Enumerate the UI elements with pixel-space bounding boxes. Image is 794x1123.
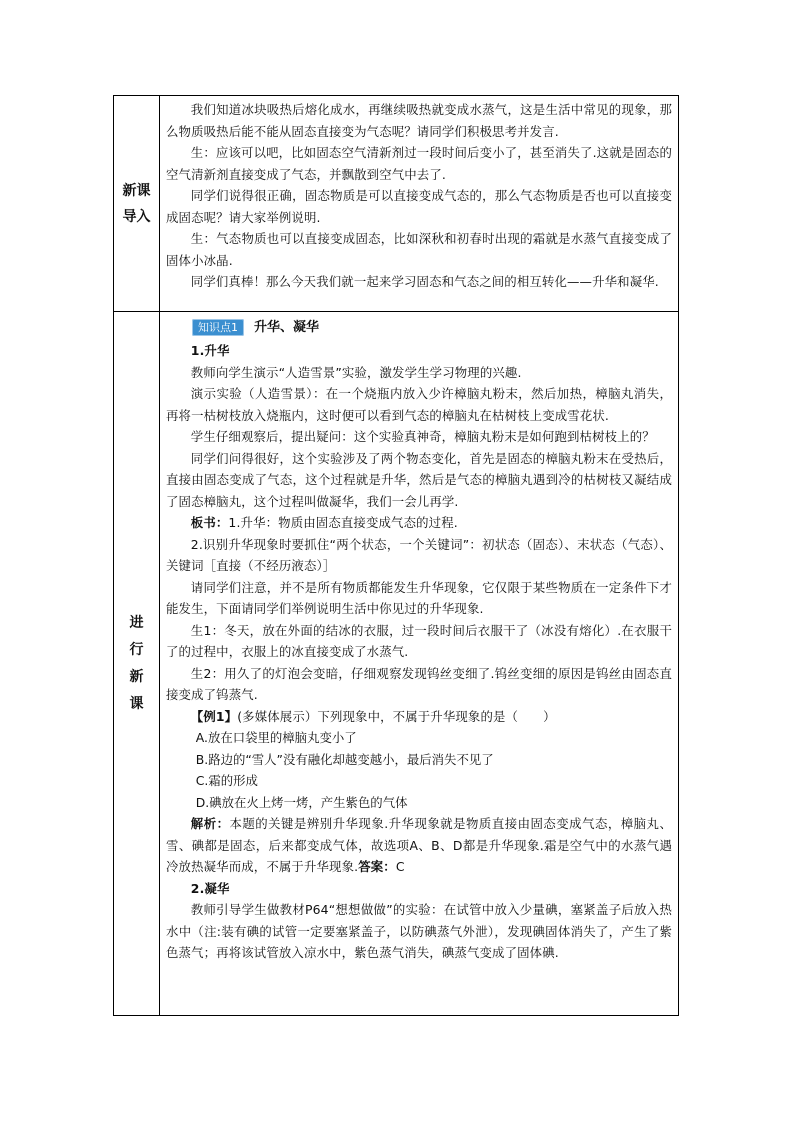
knowledge-point-heading <box>166 315 672 340</box>
section-title-deposition: 2.凝华 <box>190 880 230 896</box>
answer-text: C <box>395 859 405 874</box>
answer-label: 答案： <box>358 859 396 874</box>
example-label: 【例1】 <box>190 708 238 724</box>
board-text: 1.升华：物质由固态直接变成气态的过程. <box>228 515 458 530</box>
board-note <box>166 512 672 534</box>
option-a: A.放在口袋里的樟脑丸变小了 <box>195 730 357 745</box>
intro-label: 新课导入 <box>122 182 151 225</box>
section-title-sublimation: 1.升华 <box>190 343 230 358</box>
paragraph: 演示实验（人造雪景）：在一个烧瓶内放入少许樟脑丸粉末，然后加热，樟脑丸消失，再将一枯树枝放入烧瓶内，这时便可以看到气态的樟脑丸在枯树枝上变成雪花状. <box>166 386 672 423</box>
knowledge-point-title: 升华、凝华 <box>253 320 319 335</box>
paragraph: 请同学们注意，并不是所有物质都能发生升华现象，它仅限于某些物质在一定条件下才能发生，下面请同学们举例说明生活中你见过的升华现象. <box>166 579 672 616</box>
intro-paragraph: 同学们真棒！那么今天我们就一起来学习固态和气态之间的相互转化——升华和凝华. <box>190 274 659 289</box>
paragraph: 生2：用久了的灯泡会变暗，仔细观察发现钨丝变细了.钨丝变细的原因是钨丝由固态直接变成了钨蒸气. <box>166 665 672 702</box>
analysis-label: 解析： <box>190 816 230 831</box>
knowledge-point-badge: 知识点1 <box>192 319 244 336</box>
paragraph: 2.识别升华现象时要抓住“两个状态，一个关键词”：初状态（固态）、末状态（气态）、关键词［直接（不经历液态）］ <box>166 536 672 573</box>
option-d: D.碘放在火上烤一烤，产生紫色的气体 <box>195 794 408 810</box>
paragraph: 学生仔细观察后，提出疑问：这个实验真神奇，樟脑丸粉末是如何跑到枯树枝上的？ <box>190 429 655 444</box>
intro-content <box>160 96 679 312</box>
intro-label-cell <box>114 96 160 312</box>
lesson-label: 进行新课 <box>129 614 144 712</box>
paragraph: 生1：冬天，放在外面的结冰的衣服，过一段时间后衣服干了（冰没有熔化）.在衣服干了的过程中，衣服上的冰直接变成了水蒸气. <box>166 622 672 659</box>
intro-paragraph: 生：应该可以吧，比如固态空气清新剂过一段时间后变小了，甚至消失了.这就是固态的空气清新剂直接变成了气态，并飘散到空气中去了. <box>166 145 672 182</box>
example-text: (多媒体展示）下列现象中，不属于升华现象的是（ ） <box>237 708 556 724</box>
analysis-text: 本题的关键是辨别升华现象.升华现象就是物质直接由固态变成气态，樟脑丸、雪、碘都是固态，后来都变成气体，故选项A、B、D都是升华现象.霜是空气中的水蒸气遇冷放热凝华而成，不属于升华现象. <box>166 816 672 874</box>
intro-row <box>114 96 679 312</box>
intro-paragraph: 我们知道冰块吸热后熔化成水，再继续吸热就变成水蒸气，这是生活中常见的现象，那么物质吸热后能不能从固态直接变为气态呢？请同学们积极思考并发言. <box>166 102 672 139</box>
board-label: 板书： <box>190 515 229 530</box>
paragraph: 教师引导学生做教材P64“想想做做”的实验：在试管中放入少量碘，塞紧盖子后放入热水中（注:装有碘的试管一定要塞紧盖子，以防碘蒸气外泄），发现碘固体消失了，产生了紫色蒸气；再将该试管放入凉水中，紫色蒸气消失，碘蒸气变成了固体碘. <box>166 902 672 960</box>
lesson-label-cell <box>114 312 160 1016</box>
lesson-content <box>160 312 679 1016</box>
paragraph: 教师向学生演示“人造雪景”实验，激发学生学习物理的兴趣. <box>190 364 522 380</box>
option-b: B.路边的“雪人”没有融化却越变越小，最后消失不见了 <box>195 751 494 767</box>
example-question <box>166 706 672 728</box>
intro-paragraph: 同学们说得很正确，固态物质是可以直接变成气态的，那么气态物质是否也可以直接变成固态呢？请大家举例说明. <box>166 188 672 225</box>
analysis <box>166 813 672 878</box>
paragraph: 同学们问得很好，这个实验涉及了两个物态变化，首先是固态的樟脑丸粉末在受热后，直接由固态变成了气态，这个过程就是升华，然后是气态的樟脑丸遇到冷的枯树枝又凝结成了固态樟脑丸，这个过程叫做凝华，我们一会儿再学. <box>166 450 672 509</box>
lesson-plan-table <box>113 95 679 1016</box>
option-c: C.霜的形成 <box>195 773 258 788</box>
intro-paragraph: 生：气态物质也可以直接变成固态，比如深秋和初春时出现的霜就是水蒸气直接变成了固体小冰晶. <box>166 231 672 268</box>
lesson-row <box>114 312 679 1016</box>
